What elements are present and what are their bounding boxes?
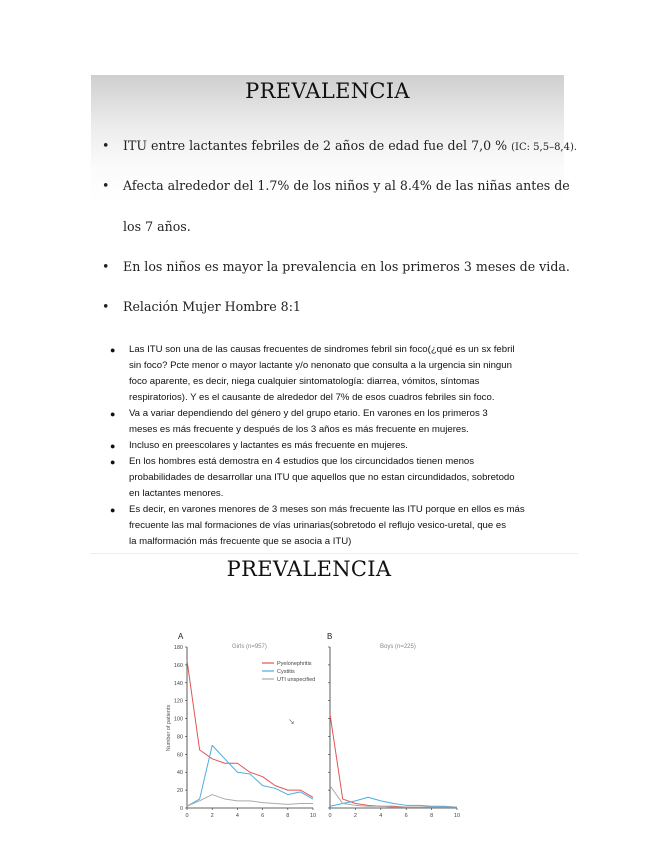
x-tick-label: 0 [328,813,332,819]
note-line: respiratorios). Y es el causante de alrededor del 7% de esos cuadros febriles sin foco. [129,392,495,403]
slide-title: PREVALENCIA [226,557,392,581]
note-line: en lactantes menores. [129,488,224,499]
x-tick-label: 0 [185,813,189,819]
note-line: frecuente las mal formaciones de vías urinarias(sobretodo el reflujo vesico-uretal, que es [129,520,507,531]
legend-label: UTI unspecified [277,677,316,683]
slide-bullet-text: los 7 años. [123,219,191,234]
note-item [107,454,577,502]
series-line-uti-unspecified [187,795,313,807]
note-line: la malformación más frecuente que se asocia a ITU) [129,536,352,547]
slide-bullet-text: En los niños es mayor la prevalencia en los primeros 3 meses de vida. [123,259,570,274]
slide-bullet-text: Relación Mujer Hombre 8:1 [123,299,301,314]
x-tick-label: 4 [235,813,239,819]
bullet-dot-icon: • [102,299,110,314]
note-item [107,406,577,438]
bullet-dot-icon: ● [110,505,116,515]
x-tick-label: 6 [261,813,265,819]
y-tick-label: 60 [176,752,183,759]
x-tick-label: 8 [430,813,434,819]
note-line: Va a variar dependiendo del género y del grupo etario. En varones en los primeros 3 [129,408,488,419]
panel-a-title: Girls (n=957) [232,644,267,650]
y-tick-label: 100 [173,716,183,723]
chart-legend [262,661,315,683]
note-line: meses es más frecuente y después de los 3 años es más frecuente en mujeres. [129,424,469,435]
note-line: sin foco? Pcte menor o mayor lactante y/o nenonato que consulta a la urgencia sin ningun [129,360,512,371]
panel-a-label: A [178,632,184,641]
x-tick-label: 4 [379,813,383,819]
note-line: Las ITU son una de las causas frecuentes de sindromes febril sin foco(¿qué es un sx febril [129,344,515,355]
legend-label: Pyelonephritis [277,661,312,667]
series-line-cystitis [330,797,457,807]
y-tick-label: 160 [173,662,183,669]
series-line-pyelonephritis [187,660,316,797]
slide-title: PREVALENCIA [245,79,410,103]
y-tick-label: 120 [173,698,183,705]
note-item [107,438,577,454]
note-line: En los hombres está demostra en 4 estudios que los circuncidados tienen menos [129,456,475,467]
legend-label: Cystitis [277,669,295,675]
bullet-dot-icon: ● [110,441,116,451]
y-tick-label: 20 [176,788,183,795]
bullet-dot-icon: ● [110,457,116,467]
bullet-dot-icon: ● [110,345,116,355]
bullet-dot-icon: • [102,138,110,153]
x-tick-label: 2 [210,813,214,819]
bullet-dot-icon: • [102,259,110,274]
speaker-notes [107,342,577,550]
note-line: Incluso en preescolares y lactantes es más frecuente en mujeres. [129,440,408,451]
bullet-dot-icon: ● [110,409,116,419]
y-tick-label: 80 [176,734,183,741]
series-line-cystitis [187,745,313,806]
x-tick-label: 10 [453,813,461,819]
page-divider [90,553,578,554]
panel-b [328,647,460,819]
panel-b-title: Boys (n=225) [380,644,416,650]
panel-b-label: B [327,632,333,641]
y-tick-label: 0 [179,806,183,812]
bullet-dot-icon: • [102,178,110,193]
x-tick-label: 6 [404,813,408,819]
note-line: foco aparente, es decir, niega cualquier sintomatología: diarrea, vómitos, síntomas [129,376,480,387]
y-axis-label: Number of patients [166,704,172,752]
cursor-mark: ↘ [288,717,295,726]
note-item [107,502,577,550]
slide-prevalence-1 [91,75,578,331]
note-line: probabilidades de desarrollar una ITU que aquellos que no estan circundidados, sobretodo [129,472,515,483]
y-tick-label: 140 [173,680,183,687]
x-tick-label: 2 [353,813,357,819]
slide-bullet-text: ITU entre lactantes febriles de 2 años de edad fue del 7,0 % [123,138,508,153]
series-line-pyelonephritis [330,714,457,807]
y-tick-label: 180 [173,645,183,651]
note-line: Es decir, en varones menores de 3 meses son más frecuente las ITU porque en ellos es más [129,504,525,515]
y-tick-label: 40 [176,770,183,777]
panel-a [174,645,316,819]
slide-bullet-text: Afecta alrededor del 1.7% de los niños y al 8.4% de las niñas antes de [123,178,570,193]
x-tick-label: 10 [309,813,317,819]
series-line-uti-unspecified [330,786,457,807]
x-tick-label: 8 [286,813,290,819]
confidence-interval: (IC: 5,5–8,4). [511,142,578,153]
note-item [107,342,577,406]
